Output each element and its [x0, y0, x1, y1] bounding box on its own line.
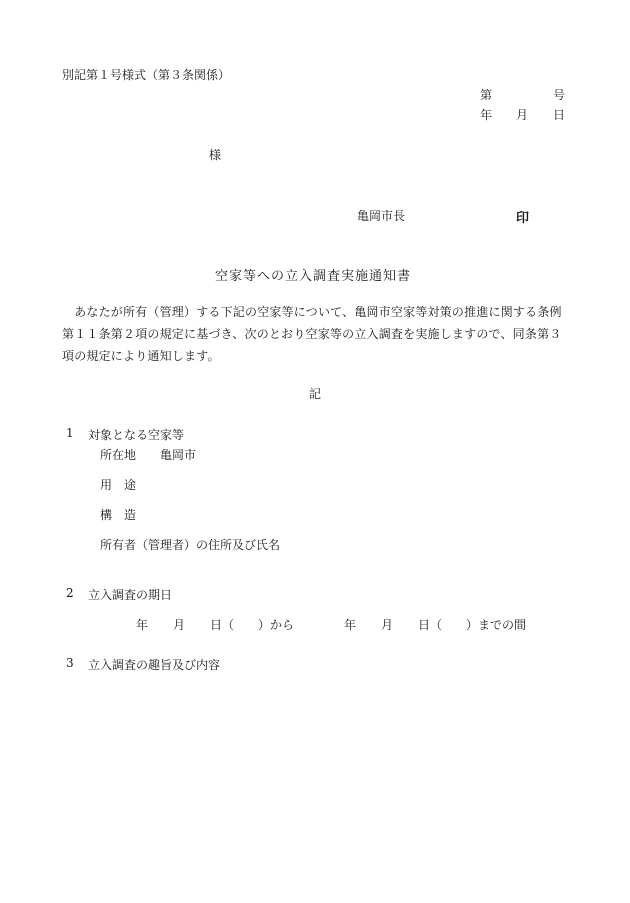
seal-mark: 印	[516, 211, 530, 226]
section-3-heading: 立入調査の趣旨及び内容	[88, 658, 221, 672]
location-value: 亀岡市	[160, 448, 197, 462]
period-end-year: 年	[344, 618, 357, 632]
ki-label: 記	[309, 387, 322, 401]
section-2-number: 2	[66, 586, 74, 600]
body-line: 第１１条第２項の規定に基づき、次のとおり空家等の立入調査を実施しますので、同条第３	[62, 327, 562, 341]
sender-name: 亀岡市長	[357, 209, 406, 223]
period-start-month: 月	[173, 618, 186, 632]
document-number-prefix: 第	[480, 88, 493, 102]
addressee-suffix: 様	[209, 148, 222, 162]
body-line: 項の規定により通知します。	[62, 349, 220, 363]
period-start-year: 年	[136, 618, 149, 632]
date-month: 月	[516, 108, 529, 122]
section-1-heading: 対象となる空家等	[88, 428, 185, 442]
usage-label: 用 途	[100, 478, 137, 492]
date-day: 日	[553, 108, 566, 122]
section-3-number: 3	[66, 656, 74, 670]
document-number-suffix: 号	[553, 88, 566, 102]
location-label: 所在地	[100, 448, 137, 462]
body-paragraph	[62, 301, 582, 367]
form-label: 別記第１号様式（第３条関係）	[62, 68, 231, 82]
section-1-number: 1	[66, 426, 74, 440]
period-end-month: 月	[381, 618, 394, 632]
date-year: 年	[480, 108, 493, 122]
period-start-day: 日（ ）から	[210, 618, 295, 632]
document-title: 空家等への立入調査実施通知書	[215, 269, 412, 284]
body-line: あなたが所有（管理）する下記の空家等について、亀岡市空家等対策の推進に関する条例	[62, 305, 562, 319]
period-end-day: 日（ ）までの間	[418, 618, 527, 632]
structure-label: 構 造	[100, 508, 137, 522]
owner-label: 所有者（管理者）の住所及び氏名	[100, 538, 281, 552]
section-2-heading: 立入調査の期日	[88, 588, 173, 602]
